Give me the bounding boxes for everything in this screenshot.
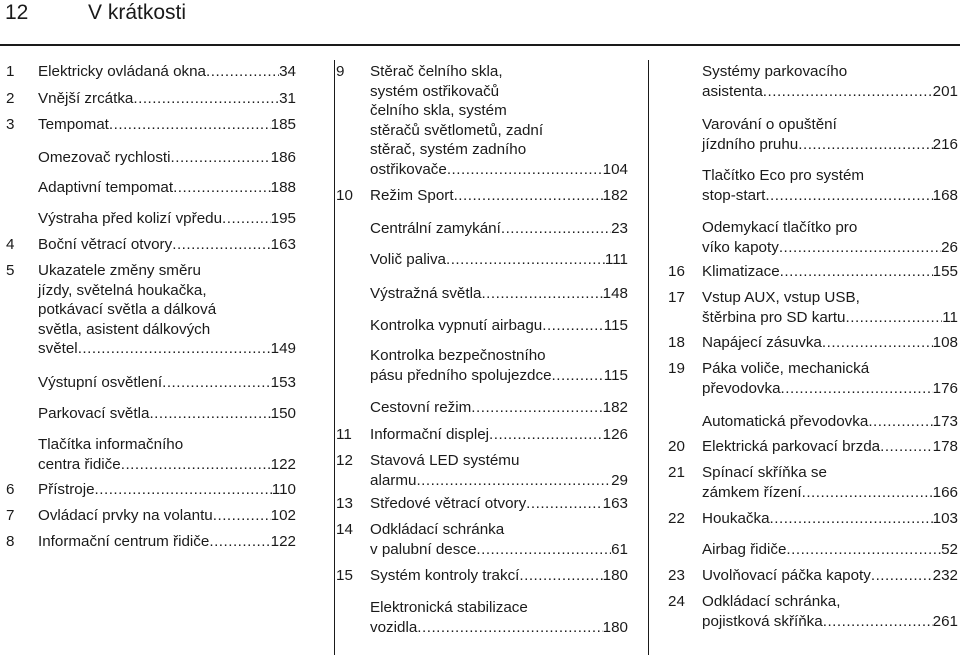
toc-leader-dots [417, 618, 602, 638]
toc-entry-text: Informační centrum řidiče [38, 533, 210, 550]
toc-entry-number: 21 [668, 464, 685, 481]
toc-entry-number: 13 [336, 495, 353, 512]
toc-leader-dots [78, 339, 271, 359]
toc-page-number: 176 [932, 379, 958, 397]
toc-page-number: 103 [932, 510, 958, 527]
toc-leader-dots [526, 494, 602, 514]
toc-leader-dots [802, 483, 933, 503]
toc-entry-text: Adaptivní tempomat [38, 179, 174, 196]
toc-leader-dots [109, 115, 271, 135]
toc-leader-dots [95, 480, 272, 500]
toc-page-number: 216 [932, 135, 958, 153]
toc-leader-dots [481, 284, 602, 304]
toc-entry-text: systém ostřikovačů [370, 82, 500, 100]
toc-entry-text: Výstraha před kolizí vpředu [38, 210, 223, 227]
toc-page-number: 188 [270, 179, 296, 196]
toc-entry-text: Výstražná světla [370, 285, 482, 302]
toc-page-number: 155 [932, 263, 958, 280]
toc-page-number: 163 [602, 495, 628, 512]
toc-entry-text: stop-start [702, 186, 766, 204]
toc-leader-dots [765, 186, 932, 206]
toc-leader-dots [823, 612, 933, 632]
toc-entry-number: 2 [6, 90, 15, 107]
toc-page-number: 182 [602, 187, 628, 204]
toc-entry-text: Volič paliva [370, 251, 446, 268]
toc-page-number: 122 [270, 533, 296, 550]
toc-entry-text: ostřikovače [370, 160, 447, 178]
toc-entry-text: světel [38, 340, 78, 358]
toc-entry-text: čelního skla, systém [370, 102, 507, 120]
toc-page-number: 111 [604, 251, 628, 268]
toc-entry-text: Houkačka [702, 510, 770, 527]
toc-leader-dots [206, 62, 279, 82]
toc-entry-number: 9 [336, 63, 345, 80]
toc-entry-text: Elektronická stabilizace [370, 599, 528, 616]
toc-leader-dots [770, 509, 933, 529]
toc-page-number: 23 [611, 220, 628, 237]
toc-entry-text: Stěrač čelního skla, [370, 63, 503, 80]
column-divider [334, 60, 335, 655]
toc-entry-text: Přístroje [38, 481, 95, 498]
toc-leader-dots [489, 425, 603, 445]
toc-entry-text: Spínací skříňka se [702, 464, 827, 481]
toc-leader-dots [222, 209, 271, 229]
toc-page-number: 150 [270, 405, 296, 422]
toc-page-number: 186 [270, 149, 296, 166]
toc-entry-text: Tlačítka informačního [38, 436, 184, 453]
toc-page-number: 34 [279, 63, 296, 80]
toc-page-number: 122 [270, 455, 296, 473]
toc-entry-text: Vnější zrcátka [38, 90, 134, 107]
toc-entry-number: 19 [668, 360, 685, 377]
toc-page-number: 153 [270, 374, 296, 391]
toc-page-number: 166 [932, 483, 958, 501]
toc-leader-dots [763, 82, 933, 102]
toc-page-number: 195 [270, 210, 296, 227]
toc-page-number: 148 [602, 285, 628, 302]
toc-entry-number: 23 [668, 567, 685, 584]
toc-entry-number: 6 [6, 481, 15, 498]
toc-page-number: 102 [270, 507, 296, 524]
toc-page-number: 110 [271, 481, 296, 498]
toc-entry-text: alarmu [370, 471, 417, 489]
toc-page-number: 31 [279, 90, 296, 107]
toc-leader-dots [133, 89, 279, 109]
toc-page-number: 173 [932, 413, 958, 430]
toc-entry-text: Varování o opuštění [702, 116, 837, 133]
toc-entry-text: Ovládací prvky na volantu [38, 507, 213, 524]
toc-page-number: 26 [941, 238, 958, 256]
toc-page-number: 185 [270, 116, 296, 133]
toc-entry-text: vozidla [370, 618, 418, 636]
toc-entry-text: Systém kontroly trakcí [370, 567, 520, 584]
toc-entry-text: potkávací světla a dálková [38, 301, 217, 319]
toc-entry-number: 8 [6, 533, 15, 550]
toc-leader-dots [121, 455, 271, 475]
toc-page-number: 115 [603, 366, 628, 384]
toc-leader-dots [868, 412, 932, 432]
toc-leader-dots [171, 148, 271, 168]
toc-entry-text: jízdy, světelná houkačka, [38, 281, 207, 299]
toc-page-number: 163 [270, 236, 296, 253]
toc-page-number: 178 [932, 438, 958, 455]
toc-entry-text: pojistková skříňka [702, 612, 823, 630]
toc-leader-dots [880, 437, 933, 457]
toc-page-number: 108 [932, 334, 958, 351]
toc-entry-text: Ukazatele změny směru [38, 262, 201, 279]
toc-page-number: 126 [602, 426, 628, 443]
page-title: V krátkosti [88, 1, 187, 24]
toc-entry-text: Napájecí zásuvka [702, 334, 822, 351]
toc-leader-dots [476, 540, 611, 560]
toc-page-number: 182 [602, 399, 628, 416]
toc-page-number: 104 [602, 160, 628, 178]
column-divider [648, 60, 649, 655]
toc-entry-number: 17 [668, 289, 685, 306]
toc-entry-text: Páka voliče, mechanická [702, 360, 870, 377]
toc-leader-dots [822, 333, 933, 353]
toc-leader-dots [173, 178, 271, 198]
page-header [0, 0, 960, 46]
toc-entry-text: centra řidiče [38, 455, 121, 473]
toc-entry-number: 4 [6, 236, 15, 253]
page-number: 12 [5, 1, 29, 24]
toc-leader-dots [149, 404, 270, 424]
toc-entry-text: stěračů světlometů, zadní [370, 121, 544, 139]
toc-entry-text: Klimatizace [702, 263, 780, 280]
toc-entry-number: 18 [668, 334, 685, 351]
toc-entry-number: 16 [668, 263, 685, 280]
toc-leader-dots [871, 566, 933, 586]
toc-entry-text: Odkládací schránka, [702, 593, 841, 610]
toc-page-number: 180 [602, 567, 628, 584]
toc-entry-text: Odkládací schránka [370, 521, 505, 538]
toc-leader-dots [447, 160, 603, 180]
toc-entry-number: 15 [336, 567, 353, 584]
toc-entry-number: 12 [336, 452, 353, 469]
toc-leader-dots [846, 308, 943, 328]
toc-leader-dots [786, 540, 941, 560]
toc-entry-text: Elektrická parkovací brzda [702, 438, 881, 455]
toc-leader-dots [781, 379, 933, 399]
toc-entry-number: 22 [668, 510, 685, 527]
toc-entry-text: Kontrolka vypnutí airbagu [370, 317, 543, 334]
toc-entry-text: převodovka [702, 379, 781, 397]
toc-entry-number: 20 [668, 438, 685, 455]
toc-entry-number: 10 [336, 187, 353, 204]
toc-page-number: 52 [941, 541, 958, 558]
toc-entry-text: jízdního pruhu [702, 135, 799, 153]
toc-entry-number: 5 [6, 262, 15, 279]
toc-leader-dots [552, 366, 604, 386]
toc-entry-text: Systémy parkovacího [702, 63, 848, 80]
toc-entry-text: Tlačítko Eco pro systém [702, 167, 865, 184]
toc-page-number: 29 [611, 471, 628, 489]
toc-entry-number: 14 [336, 521, 353, 538]
toc-leader-dots [209, 532, 270, 552]
toc-entry-text: Omezovač rychlosti [38, 149, 171, 166]
toc-entry-number: 24 [668, 593, 685, 610]
toc-entry-text: Odemykací tlačítko pro [702, 219, 858, 236]
toc-entry-text: světla, asistent dálkových [38, 320, 211, 338]
toc-entry-text: Výstupní osvětlení [38, 374, 163, 391]
toc-entry-text: v palubní desce [370, 540, 477, 558]
toc-entry-text: Vstup AUX, vstup USB, [702, 289, 860, 306]
toc-page-number: 261 [932, 612, 958, 630]
toc-leader-dots [471, 398, 602, 418]
toc-page-number: 232 [932, 567, 958, 584]
toc-leader-dots [780, 262, 933, 282]
toc-entry-number: 11 [336, 426, 352, 443]
toc-entry-text: Kontrolka bezpečnostního [370, 347, 546, 364]
toc-leader-dots [542, 316, 604, 336]
toc-leader-dots [519, 566, 602, 586]
toc-leader-dots [162, 373, 271, 393]
toc-entry-text: Stavová LED systému [370, 452, 520, 469]
toc-leader-dots [798, 135, 932, 155]
toc-page-number: 201 [932, 82, 958, 100]
toc-leader-dots [779, 238, 941, 258]
toc-entry-text: víko kapoty [702, 238, 779, 256]
toc-leader-dots [501, 219, 611, 239]
toc-page-number: 11 [942, 308, 958, 326]
toc-entry-text: Boční větrací otvory [38, 236, 173, 253]
toc-page-number: 115 [603, 317, 628, 334]
toc-entry-number: 7 [6, 507, 15, 524]
toc-entry-text: štěrbina pro SD kartu [702, 308, 846, 326]
toc-entry-text: Automatická převodovka [702, 413, 869, 430]
toc-entry-text: pásu předního spolujezdce [370, 366, 552, 384]
toc-leader-dots [416, 471, 611, 491]
toc-leader-dots [454, 186, 603, 206]
toc-entry-text: Tempomat [38, 116, 109, 133]
toc-entry-text: Airbag řidiče [702, 541, 787, 558]
toc-page-number: 180 [602, 618, 628, 636]
toc-entry-number: 3 [6, 116, 15, 133]
toc-page-number: 149 [270, 340, 296, 358]
toc-leader-dots [446, 250, 605, 270]
toc-entry-text: Parkovací světla [38, 405, 150, 422]
toc-leader-dots [213, 506, 271, 526]
toc-entry-text: zámkem řízení [702, 483, 802, 501]
toc-entry-text: stěrač, systém zadního [370, 141, 527, 159]
toc-entry-text: asistenta [702, 82, 763, 100]
toc-entry-text: Uvolňovací páčka kapoty [702, 567, 871, 584]
toc-entry-number: 1 [6, 63, 15, 80]
toc-page-number: 61 [611, 540, 628, 558]
toc-entry-text: Cestovní režim [370, 399, 472, 416]
toc-entry-text: Režim Sport [370, 187, 454, 204]
toc-entry-text: Centrální zamykání [370, 220, 501, 237]
toc-entry-text: Elektricky ovládaná okna [38, 63, 206, 80]
toc-entry-text: Středové větrací otvory [370, 495, 527, 512]
toc-page-number: 168 [932, 186, 958, 204]
toc-entry-text: Informační displej [370, 426, 490, 443]
toc-leader-dots [172, 235, 270, 255]
